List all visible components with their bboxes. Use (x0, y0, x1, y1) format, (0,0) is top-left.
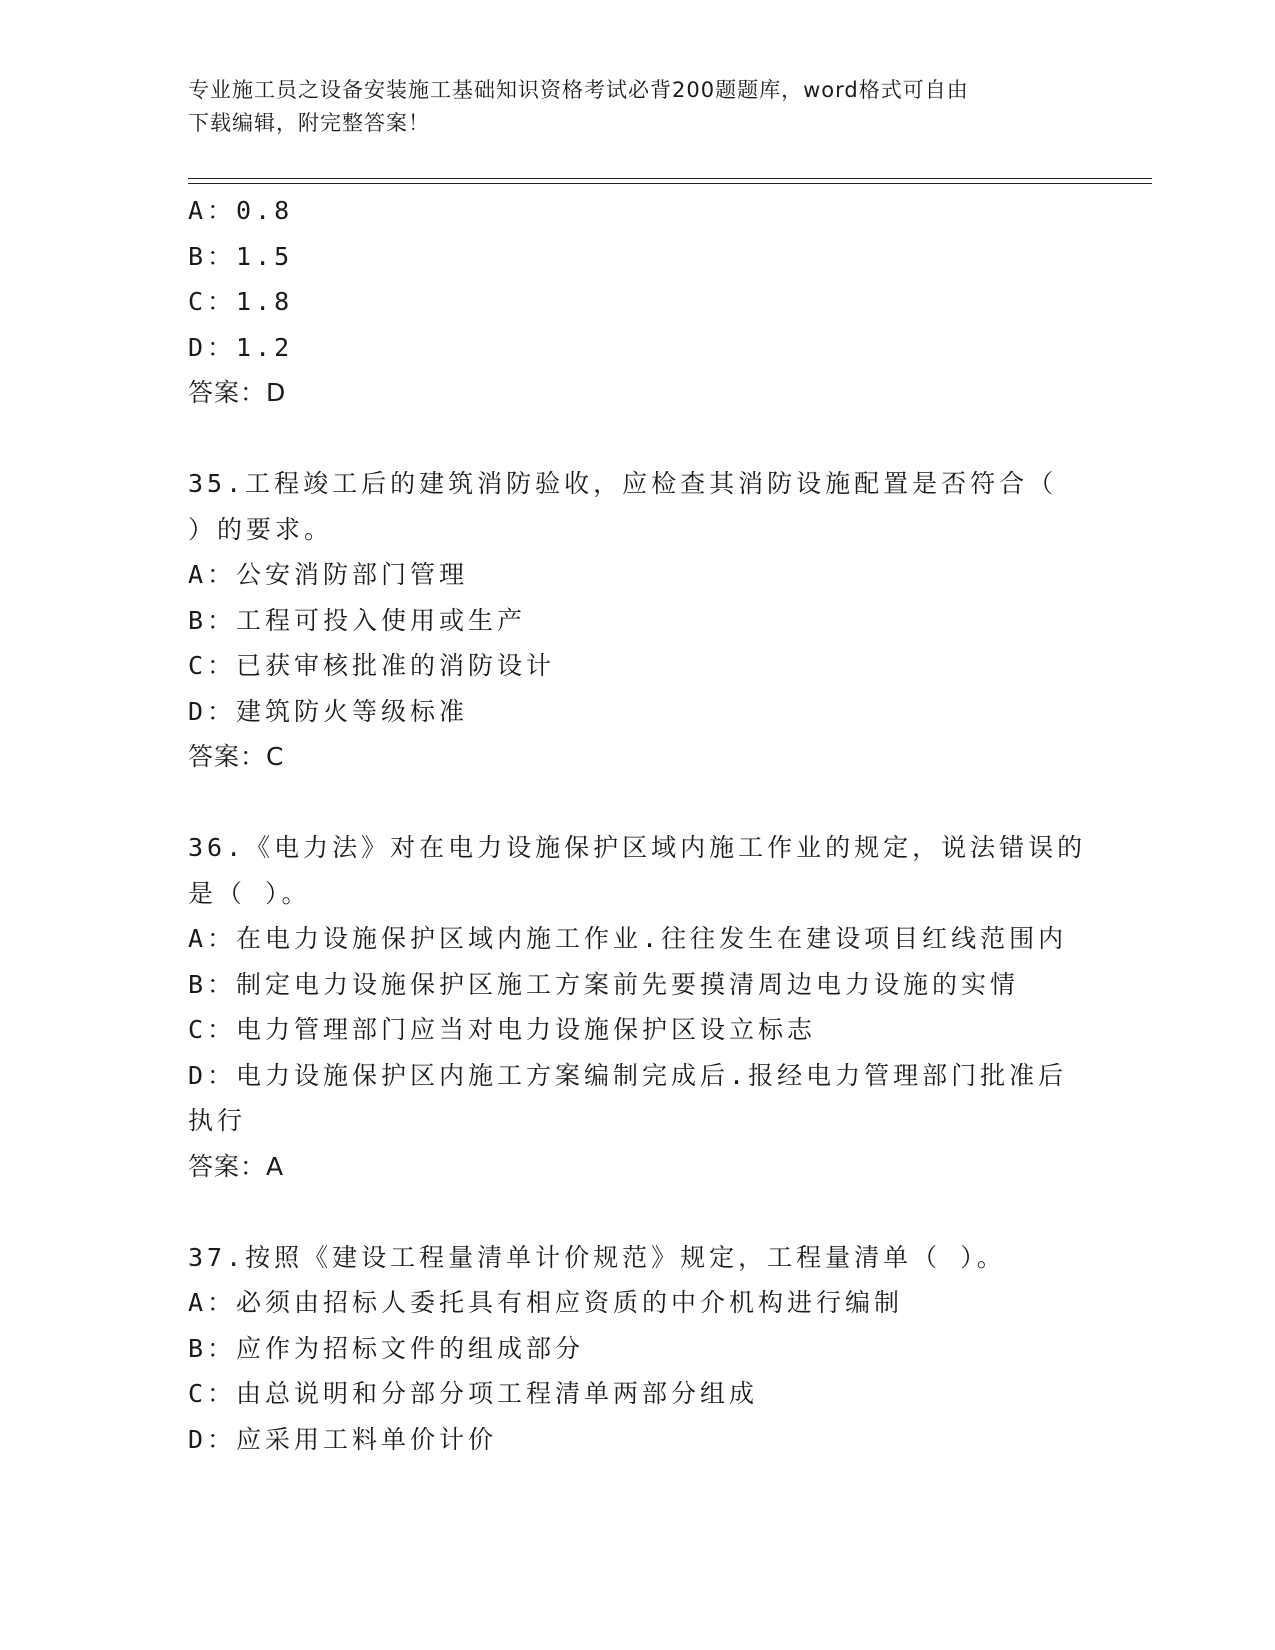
spacer (188, 416, 1088, 462)
question-stem-continued: 是（ ）。 (188, 878, 311, 908)
option-b: B：工程可投入使用或生产 (188, 605, 527, 635)
question-stem: 36.《电力法》对在电力设施保护区域内施工作业的规定，说法错误的 (188, 833, 1087, 862)
question-34 (188, 188, 1088, 416)
header-divider-top (188, 178, 1152, 179)
answer-line: 答案：D (188, 378, 287, 407)
spacer (188, 1189, 1088, 1235)
question-list (188, 188, 1088, 1462)
option-d: D：应采用工料单价计价 (188, 1424, 498, 1454)
option-d: D：电力设施保护区内施工方案编制完成后.报经电力管理部门批准后 (188, 1060, 1068, 1090)
option-c: C：已获审核批准的消防设计 (188, 651, 556, 680)
option-d-continued: 执行 (188, 1106, 247, 1135)
option-b: B：制定电力设施保护区施工方案前先要摸清周边电力设施的实情 (188, 969, 1020, 999)
option-a: A：公安消防部门管理 (188, 560, 469, 589)
option-c: C：1.8 (188, 287, 294, 316)
question-35 (188, 461, 1088, 780)
question-stem-continued: ）的要求。 (188, 514, 334, 544)
option-b: B：1.5 (188, 241, 294, 271)
header-line-2: 下载编辑，附完整答案！ (188, 111, 430, 135)
document-header (188, 74, 1068, 140)
option-a: A：在电力设施保护区域内施工作业.往往发生在建设项目红线范围内 (188, 924, 1068, 953)
option-a: A：必须由招标人委托具有相应资质的中介机构进行编制 (188, 1288, 904, 1317)
option-c: C：电力管理部门应当对电力设施保护区设立标志 (188, 1015, 817, 1044)
answer-line: 答案：A (188, 1151, 285, 1181)
question-stem: 37.按照《建设工程量清单计价规范》规定，工程量清单（ ）。 (188, 1242, 1006, 1272)
option-b: B：应作为招标文件的组成部分 (188, 1333, 585, 1363)
question-stem: 35.工程竣工后的建筑消防验收，应检查其消防设施配置是否符合（ (188, 469, 1058, 498)
spacer (188, 780, 1088, 826)
option-a: A：0.8 (188, 196, 294, 225)
option-d: D：建筑防火等级标准 (188, 696, 469, 726)
question-36 (188, 825, 1088, 1189)
option-d: D：1.2 (188, 332, 294, 362)
header-divider-bottom (188, 183, 1152, 184)
option-c: C：由总说明和分部分项工程清单两部分组成 (188, 1379, 759, 1408)
header-line-1: 专业施工员之设备安装施工基础知识资格考试必背200题题库，word格式可自由 (188, 78, 969, 102)
question-37 (188, 1235, 1088, 1463)
answer-line: 答案：C (188, 742, 285, 771)
